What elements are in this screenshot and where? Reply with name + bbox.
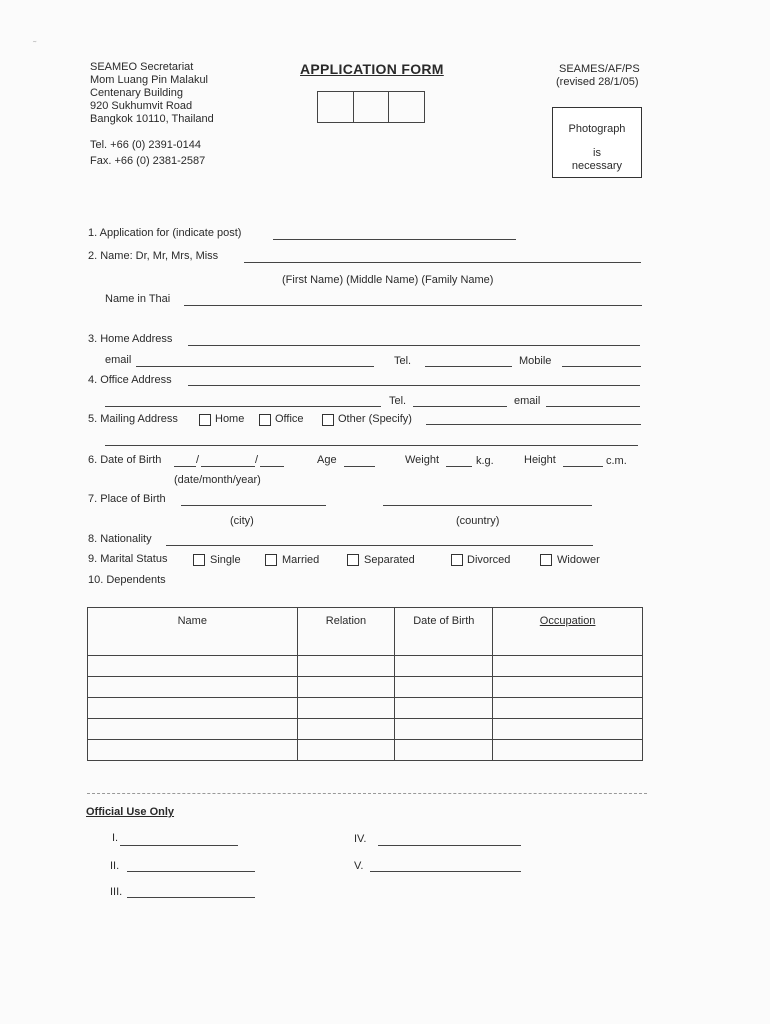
q6-label: 6. Date of Birth (88, 454, 162, 466)
table-cell[interactable] (88, 656, 298, 677)
home-address-field[interactable] (188, 345, 640, 346)
table-cell[interactable] (297, 698, 395, 719)
single-checkbox[interactable] (193, 554, 205, 566)
married-label: Married (282, 554, 320, 566)
table-row (88, 656, 643, 677)
table-cell[interactable] (493, 719, 643, 740)
mobile-field[interactable] (562, 366, 641, 367)
country-hint: (country) (456, 515, 500, 527)
city-hint: (city) (230, 515, 254, 527)
table-row (88, 677, 643, 698)
scan-mark: ˜ (33, 40, 37, 51)
height-label: Height (524, 454, 556, 466)
revision-note: (revised 28/1/05) (556, 76, 639, 88)
office-checkbox[interactable] (259, 414, 271, 426)
table-cell[interactable] (88, 719, 298, 740)
table-cell[interactable] (493, 656, 643, 677)
tel-field[interactable] (425, 366, 512, 367)
separator-line (87, 793, 647, 794)
dob-year-field[interactable] (260, 466, 284, 467)
official-item-label: IV. (354, 833, 367, 845)
email-label: email (105, 354, 132, 366)
name-field[interactable] (244, 262, 641, 263)
cm-unit: c.m. (606, 455, 627, 467)
official-field-2[interactable] (127, 871, 255, 872)
nationality-field[interactable] (166, 545, 593, 546)
q10-label: 10. Dependents (88, 574, 166, 586)
name-thai-label: Name in Thai (105, 293, 171, 305)
office-address-field-2[interactable] (105, 406, 381, 407)
table-row (88, 740, 643, 761)
dob-month-field[interactable] (201, 466, 255, 467)
dob-separator: / (255, 454, 259, 466)
table-header-row (88, 608, 643, 656)
home-checkbox[interactable] (199, 414, 211, 426)
separated-label: Separated (364, 554, 415, 566)
single-label: Single (210, 554, 241, 566)
q3-label: 3. Home Address (88, 333, 173, 345)
mobile-label: Mobile (519, 355, 552, 367)
table-cell[interactable] (297, 677, 395, 698)
other-checkbox[interactable] (322, 414, 334, 426)
weight-label: Weight (405, 454, 440, 466)
photo-label: necessary (571, 160, 623, 172)
col-occupation-header: Occupation (493, 608, 643, 656)
birth-city-field[interactable] (181, 505, 326, 506)
page-title: APPLICATION FORM (300, 61, 444, 77)
other-option-label: Other (Specify) (338, 413, 412, 425)
email2-field[interactable] (546, 406, 640, 407)
dob-separator: / (196, 454, 200, 466)
widower-label: Widower (557, 554, 600, 566)
official-use-title: Official Use Only (86, 806, 175, 818)
photo-label: is (593, 147, 601, 159)
kg-unit: k.g. (476, 455, 494, 467)
name-thai-field[interactable] (184, 305, 642, 306)
official-field-4[interactable] (378, 845, 521, 846)
table-cell[interactable] (395, 719, 493, 740)
email2-label: email (514, 395, 541, 407)
org-tel: Tel. +66 (0) 2391-0144 (90, 139, 201, 151)
name-parts-hint: (First Name) (Middle Name) (Family Name) (282, 274, 494, 286)
org-line: 920 Sukhumvit Road (90, 100, 193, 112)
post-field[interactable] (273, 239, 516, 240)
office-option-label: Office (275, 413, 304, 425)
official-item-label: II. (110, 860, 120, 872)
tel2-label: Tel. (389, 395, 407, 407)
table-cell[interactable] (395, 698, 493, 719)
table-cell[interactable] (493, 677, 643, 698)
photo-box[interactable] (552, 107, 642, 178)
q8-label: 8. Nationality (88, 533, 152, 545)
photo-label: Photograph (568, 123, 626, 135)
q1-label: 1. Application for (indicate post) (88, 227, 242, 239)
table-cell[interactable] (395, 656, 493, 677)
code-box[interactable] (317, 91, 425, 123)
age-field[interactable] (344, 466, 375, 467)
table-cell[interactable] (395, 677, 493, 698)
col-dob-header: Date of Birth (395, 608, 493, 656)
widower-checkbox[interactable] (540, 554, 552, 566)
org-line: Centenary Building (90, 87, 183, 99)
official-field-1[interactable] (120, 845, 238, 846)
official-field-3[interactable] (127, 897, 255, 898)
org-line: SEAMEO Secretariat (90, 61, 194, 73)
q4-label: 4. Office Address (88, 374, 172, 386)
tel2-field[interactable] (413, 406, 507, 407)
table-cell[interactable] (88, 698, 298, 719)
table-cell[interactable] (493, 698, 643, 719)
married-checkbox[interactable] (265, 554, 277, 566)
official-field-5[interactable] (370, 871, 521, 872)
official-item-label: III. (110, 886, 123, 898)
table-cell[interactable] (297, 719, 395, 740)
height-field[interactable] (563, 466, 603, 467)
table-cell[interactable] (88, 740, 298, 761)
official-item-label: V. (354, 860, 364, 872)
q5-label: 5. Mailing Address (88, 413, 178, 425)
dob-day-field[interactable] (174, 466, 196, 467)
dependents-table (87, 607, 643, 761)
other-specify-field[interactable] (426, 424, 641, 425)
table-cell[interactable] (297, 656, 395, 677)
divorced-label: Divorced (467, 554, 511, 566)
org-line: Bangkok 10110, Thailand (90, 113, 214, 125)
table-row (88, 698, 643, 719)
col-relation-header: Relation (297, 608, 395, 656)
official-item-label: I. (112, 832, 119, 844)
q9-label: 9. Marital Status (88, 553, 168, 565)
table-cell[interactable] (88, 677, 298, 698)
birth-country-field[interactable] (383, 505, 592, 506)
table-cell[interactable] (297, 740, 395, 761)
weight-field[interactable] (446, 466, 472, 467)
office-address-field[interactable] (188, 385, 640, 386)
age-label: Age (317, 454, 337, 466)
divorced-checkbox[interactable] (451, 554, 463, 566)
table-cell[interactable] (493, 740, 643, 761)
tel-label: Tel. (394, 355, 412, 367)
form-code: SEAMES/AF/PS (559, 63, 640, 75)
table-row (88, 719, 643, 740)
q7-label: 7. Place of Birth (88, 493, 166, 505)
email-field[interactable] (136, 366, 374, 367)
home-option-label: Home (215, 413, 245, 425)
dob-hint: (date/month/year) (174, 474, 261, 486)
table-cell[interactable] (395, 740, 493, 761)
separated-checkbox[interactable] (347, 554, 359, 566)
q2-label: 2. Name: Dr, Mr, Mrs, Miss (88, 250, 219, 262)
org-fax: Fax. +66 (0) 2381-2587 (90, 155, 206, 167)
mailing-address-field[interactable] (105, 445, 638, 446)
org-line: Mom Luang Pin Malakul (90, 74, 209, 86)
col-name-header: Name (88, 608, 298, 656)
